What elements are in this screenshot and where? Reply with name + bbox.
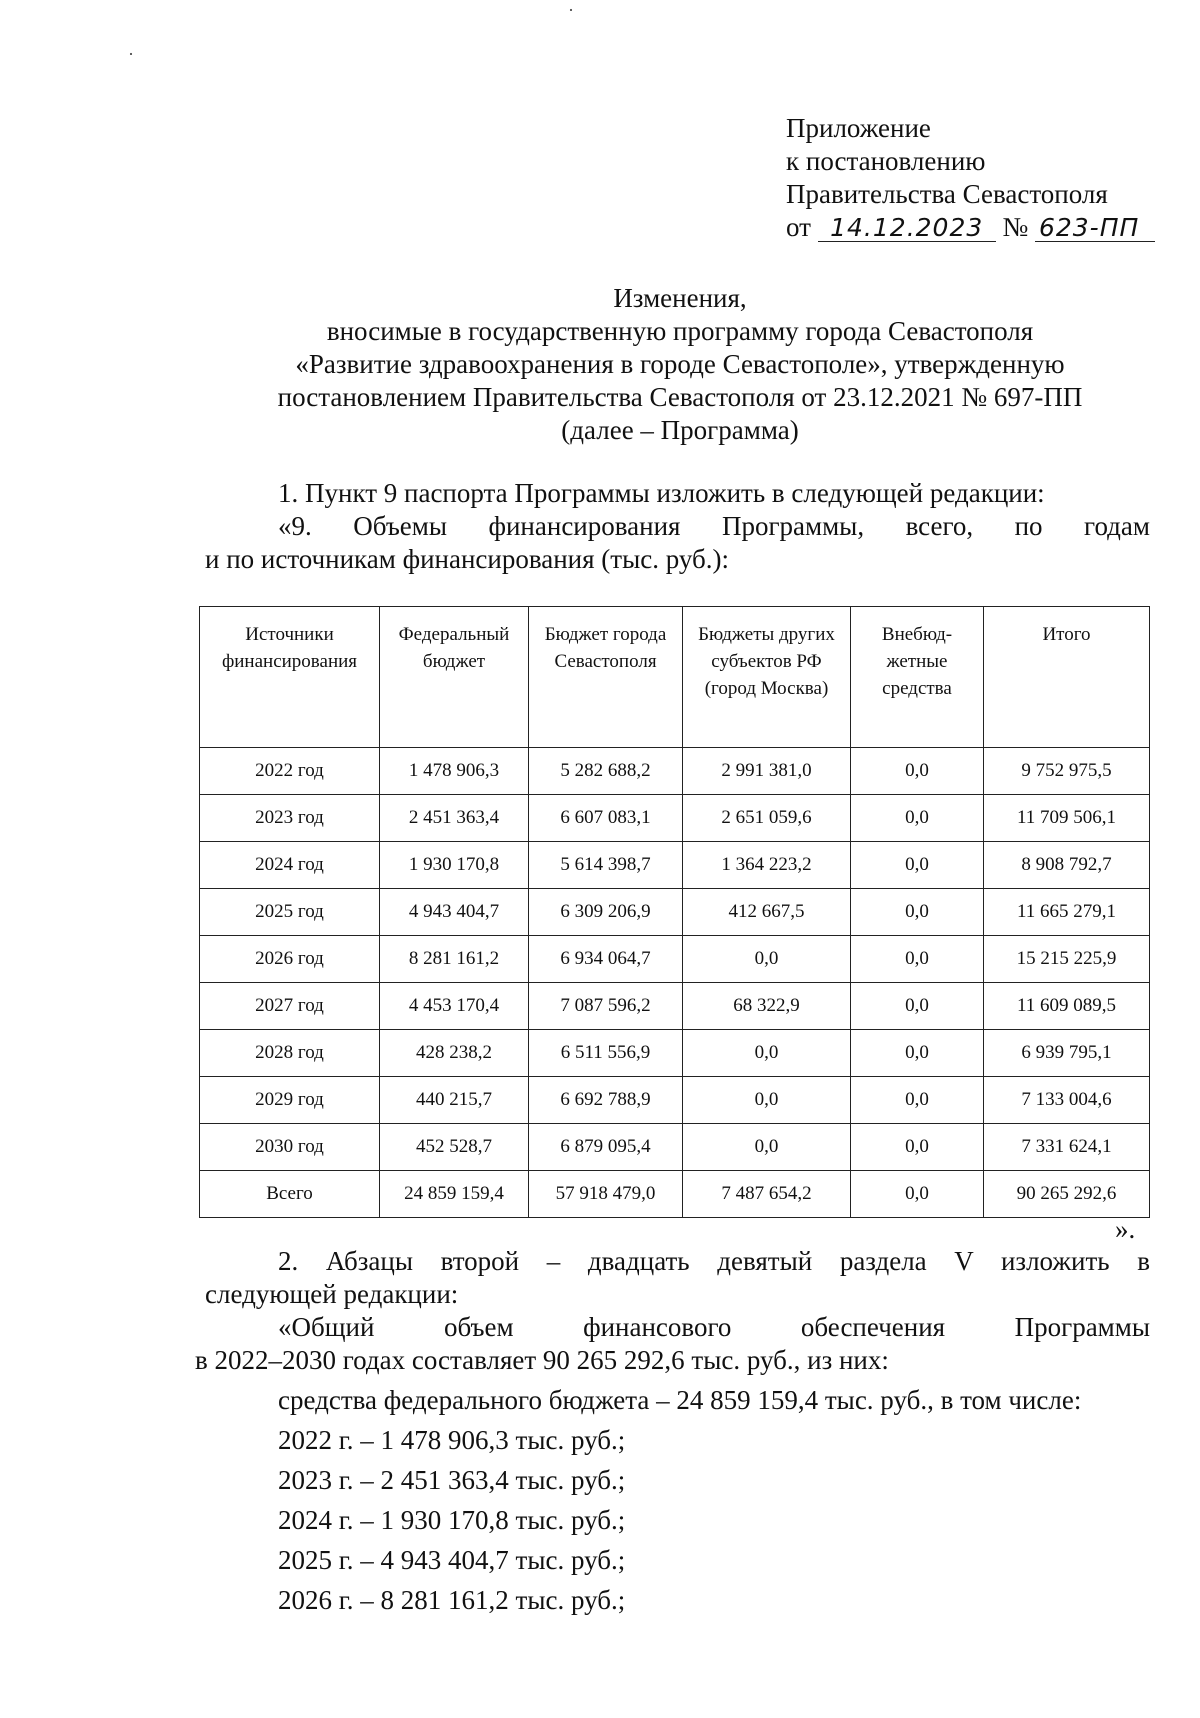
date-prefix: от bbox=[786, 212, 811, 242]
cell-other-regions: 1 364 223,2 bbox=[683, 842, 851, 889]
header-federal: Федеральный бюджет bbox=[380, 607, 529, 748]
cell-other-regions: 0,0 bbox=[683, 936, 851, 983]
cell-federal: 2 451 363,4 bbox=[380, 795, 529, 842]
cell-total: 7 331 624,1 bbox=[984, 1124, 1150, 1171]
title-line-4: постановлением Правительства Севастополя от 23.12.2021 № 697-ПП bbox=[277, 382, 1083, 412]
cell-year: 2027 год bbox=[200, 983, 380, 1030]
cell-year: 2025 год bbox=[200, 889, 380, 936]
scan-artifact-dot: · bbox=[128, 44, 134, 64]
handwritten-date: 14.12.2023 bbox=[818, 215, 996, 242]
cell-extrabudgetary: 0,0 bbox=[851, 889, 984, 936]
cell-city: 6 692 788,9 bbox=[529, 1077, 683, 1124]
cell-city: 7 087 596,2 bbox=[529, 983, 683, 1030]
title-line-5: (далее – Программа) bbox=[561, 415, 799, 445]
cell-other-regions: 0,0 bbox=[683, 1077, 851, 1124]
cell-year: 2028 год bbox=[200, 1030, 380, 1077]
table-row bbox=[200, 1077, 1150, 1124]
handwritten-number: 623-ПП bbox=[1035, 215, 1155, 242]
cell-other-regions: 7 487 654,2 bbox=[683, 1171, 851, 1218]
cell-year: 2030 год bbox=[200, 1124, 380, 1171]
cell-total: 11 709 506,1 bbox=[984, 795, 1150, 842]
cell-total: 7 133 004,6 bbox=[984, 1077, 1150, 1124]
cell-extrabudgetary: 0,0 bbox=[851, 1030, 984, 1077]
header-city-budget: Бюджет города Севастополя bbox=[529, 607, 683, 748]
title-line-2: вносимые в государственную программу города Севастополя bbox=[326, 316, 1034, 346]
closing-quote: ». bbox=[1115, 1214, 1136, 1244]
section2-line-4: в 2022–2030 годах составляет 90 265 292,6 тыс. руб., из них: bbox=[195, 1345, 889, 1375]
cell-total: 11 665 279,1 bbox=[984, 889, 1150, 936]
number-prefix: № bbox=[1002, 212, 1029, 242]
cell-other-regions: 412 667,5 bbox=[683, 889, 851, 936]
cell-total: 9 752 975,5 bbox=[984, 748, 1150, 795]
table-row bbox=[200, 748, 1150, 795]
cell-year: Всего bbox=[200, 1171, 380, 1218]
header-extrabudgetary: Внебюд-жетные средства bbox=[851, 607, 984, 748]
cell-federal: 24 859 159,4 bbox=[380, 1171, 529, 1218]
table-row bbox=[200, 795, 1150, 842]
table-row bbox=[200, 983, 1150, 1030]
cell-federal: 440 215,7 bbox=[380, 1077, 529, 1124]
list-item: 2024 г. – 1 930 170,8 тыс. руб.; bbox=[278, 1505, 626, 1535]
scan-artifact-mark: · bbox=[568, 0, 574, 20]
cell-federal: 4 453 170,4 bbox=[380, 983, 529, 1030]
cell-city: 6 511 556,9 bbox=[529, 1030, 683, 1077]
cell-other-regions: 68 322,9 bbox=[683, 983, 851, 1030]
header-total: Итого bbox=[984, 607, 1150, 748]
list-item: 2025 г. – 4 943 404,7 тыс. руб.; bbox=[278, 1545, 626, 1575]
cell-other-regions: 0,0 bbox=[683, 1124, 851, 1171]
section1-text-line-2: и по источникам финансирования (тыс. руб.): bbox=[205, 544, 729, 574]
cell-year: 2023 год bbox=[200, 795, 380, 842]
annex-date-line bbox=[786, 211, 1166, 244]
cell-total: 8 908 792,7 bbox=[984, 842, 1150, 889]
title-line-1: Изменения, bbox=[613, 283, 747, 313]
cell-total: 6 939 795,1 bbox=[984, 1030, 1150, 1077]
cell-federal: 4 943 404,7 bbox=[380, 889, 529, 936]
cell-year: 2026 год bbox=[200, 936, 380, 983]
title-line-3: «Развитие здравоохранения в городе Севастополе», утвержденную bbox=[295, 349, 1065, 379]
cell-city: 6 934 064,7 bbox=[529, 936, 683, 983]
cell-extrabudgetary: 0,0 bbox=[851, 795, 984, 842]
cell-other-regions: 2 991 381,0 bbox=[683, 748, 851, 795]
table-row bbox=[200, 936, 1150, 983]
financing-table bbox=[199, 606, 1150, 1218]
cell-federal: 428 238,2 bbox=[380, 1030, 529, 1077]
cell-city: 6 607 083,1 bbox=[529, 795, 683, 842]
cell-extrabudgetary: 0,0 bbox=[851, 1077, 984, 1124]
cell-extrabudgetary: 0,0 bbox=[851, 748, 984, 795]
annex-line-3: Правительства Севастополя bbox=[786, 179, 1108, 209]
table-row bbox=[200, 1030, 1150, 1077]
cell-federal: 1 930 170,8 bbox=[380, 842, 529, 889]
list-item: 2026 г. – 8 281 161,2 тыс. руб.; bbox=[278, 1585, 626, 1615]
cell-city: 5 282 688,2 bbox=[529, 748, 683, 795]
table-header-row bbox=[200, 607, 1150, 748]
cell-extrabudgetary: 0,0 bbox=[851, 936, 984, 983]
table-body bbox=[200, 748, 1150, 1218]
cell-extrabudgetary: 0,0 bbox=[851, 1171, 984, 1218]
section2-line-3: «Общий объем финансового обеспечения Программы bbox=[278, 1312, 1150, 1342]
list-item: 2023 г. – 2 451 363,4 тыс. руб.; bbox=[278, 1465, 626, 1495]
cell-other-regions: 2 651 059,6 bbox=[683, 795, 851, 842]
cell-city: 6 309 206,9 bbox=[529, 889, 683, 936]
annex-line-2: к постановлению bbox=[786, 146, 986, 176]
cell-year: 2022 год bbox=[200, 748, 380, 795]
section2-line-1: 2. Абзацы второй – двадцать девятый раздела V изложить в bbox=[278, 1246, 1150, 1276]
cell-total: 15 215 225,9 bbox=[984, 936, 1150, 983]
annex-block bbox=[786, 112, 1166, 244]
cell-extrabudgetary: 0,0 bbox=[851, 842, 984, 889]
annex-line-1: Приложение bbox=[786, 113, 931, 143]
table-row bbox=[200, 842, 1150, 889]
cell-federal: 1 478 906,3 bbox=[380, 748, 529, 795]
cell-city: 5 614 398,7 bbox=[529, 842, 683, 889]
cell-other-regions: 0,0 bbox=[683, 1030, 851, 1077]
cell-extrabudgetary: 0,0 bbox=[851, 1124, 984, 1171]
cell-federal: 8 281 161,2 bbox=[380, 936, 529, 983]
table-row bbox=[200, 1124, 1150, 1171]
cell-year: 2024 год bbox=[200, 842, 380, 889]
section1-heading: 1. Пункт 9 паспорта Программы изложить в следующей редакции: bbox=[278, 478, 1045, 508]
table-row bbox=[200, 889, 1150, 936]
cell-year: 2029 год bbox=[200, 1077, 380, 1124]
cell-extrabudgetary: 0,0 bbox=[851, 983, 984, 1030]
section1-text-line-1: «9. Объемы финансирования Программы, всего, по годам bbox=[278, 511, 1150, 541]
cell-total: 11 609 089,5 bbox=[984, 983, 1150, 1030]
section2-line-2: следующей редакции: bbox=[205, 1279, 459, 1309]
section2-line-5: средства федерального бюджета – 24 859 159,4 тыс. руб., в том числе: bbox=[278, 1385, 1082, 1415]
cell-city: 6 879 095,4 bbox=[529, 1124, 683, 1171]
list-item: 2022 г. – 1 478 906,3 тыс. руб.; bbox=[278, 1425, 626, 1455]
header-sources: Источники финансирования bbox=[200, 607, 380, 748]
cell-city: 57 918 479,0 bbox=[529, 1171, 683, 1218]
document-title bbox=[200, 282, 1160, 447]
header-other-regions: Бюджеты других субъектов РФ (город Москва) bbox=[683, 607, 851, 748]
cell-total: 90 265 292,6 bbox=[984, 1171, 1150, 1218]
table-row bbox=[200, 1171, 1150, 1218]
cell-federal: 452 528,7 bbox=[380, 1124, 529, 1171]
